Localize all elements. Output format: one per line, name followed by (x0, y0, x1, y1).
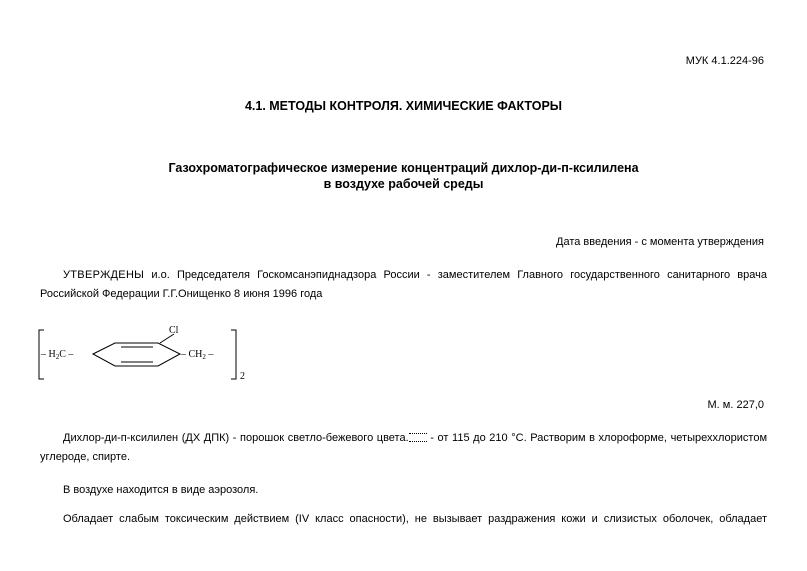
description-paragraph (40, 429, 767, 467)
chlorine-atom: Cl (169, 325, 179, 336)
document-title-line-2: в воздухе рабочей среды (323, 177, 484, 191)
molecular-weight: М. м. 227,0 (707, 399, 764, 411)
description-text-end: - от 115 до 210 °С. Растворим в хлороформе, четыреххлористом углероде, спирте. (40, 432, 768, 463)
polymer-multiplier: 2 (240, 371, 245, 382)
structural-formula (38, 322, 258, 384)
description-text-start: Дихлор-ди-п-ксилилен (ДХ ДПК) - порошок светло-бежевого цвета. (63, 432, 409, 444)
document-title (0, 160, 807, 192)
left-methylene-group: – $H_2C$ – (41, 349, 74, 361)
document-code: МУК 4.1.224-96 (685, 55, 764, 67)
document-title-line-1: Газохроматографическое измерение концентраций дихлор-ди-п-ксилилена (168, 161, 639, 175)
melting-point-symbol (409, 433, 427, 442)
benzene-ring (93, 343, 180, 366)
approval-paragraph (40, 266, 767, 304)
approval-lead: УТВЕРЖДЕНЫ (63, 269, 145, 281)
section-title: 4.1. МЕТОДЫ КОНТРОЛЯ. ХИМИЧЕСКИЕ ФАКТОРЫ (244, 99, 563, 113)
aerosol-paragraph: В воздухе находится в виде аэрозоля. (63, 484, 259, 496)
approval-text: и.о. Председателя Госкомсанэпиднадзора России - заместителем Главного государственного санитарного врача Российской Федерации Г.Г.Онищенко 8 июня 1996 года (40, 269, 767, 300)
toxicity-paragraph: Обладает слабым токсическим действием (IV класс опасности), не вызывает раздражения кожи и слизистых оболочек, обладает (63, 513, 767, 525)
right-bracket (231, 330, 236, 379)
effective-date: Дата введения - с момента утверждения (556, 236, 764, 248)
right-methylene-group: – $CH_2$ – (181, 349, 214, 361)
